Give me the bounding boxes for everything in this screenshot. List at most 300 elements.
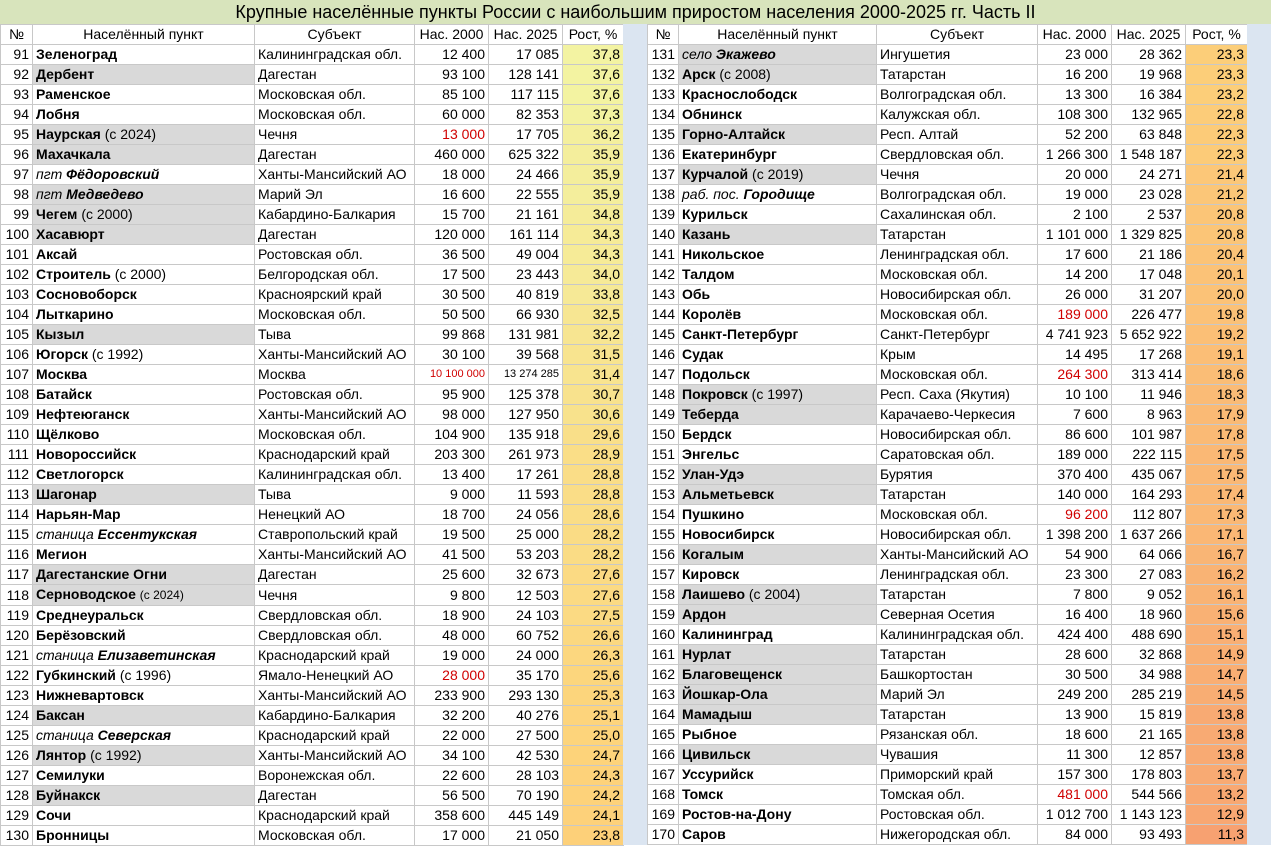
growth-percent: 34,3 bbox=[563, 245, 624, 265]
population-2000: 358 600 bbox=[415, 806, 489, 826]
growth-percent: 19,1 bbox=[1186, 345, 1248, 365]
settlement-name-text: Кировск bbox=[682, 566, 740, 582]
table-row bbox=[648, 285, 1248, 305]
settlement-name bbox=[33, 525, 255, 545]
settlement-name bbox=[679, 505, 877, 525]
row-number: 92 bbox=[1, 65, 33, 85]
row-number: 131 bbox=[648, 45, 679, 65]
settlement-name bbox=[679, 345, 877, 365]
settlement-name-text: Арск bbox=[682, 66, 716, 82]
subject: Новосибирская обл. bbox=[877, 285, 1038, 305]
settlement-name-text: Цивильск bbox=[682, 746, 751, 762]
population-2000: 424 400 bbox=[1038, 625, 1112, 645]
row-number: 110 bbox=[1, 425, 33, 445]
table-row bbox=[1, 686, 624, 706]
settlement-name bbox=[679, 445, 877, 465]
settlement-name bbox=[33, 545, 255, 565]
row-number: 164 bbox=[648, 705, 679, 725]
growth-percent: 37,3 bbox=[563, 105, 624, 125]
population-2000: 189 000 bbox=[1038, 305, 1112, 325]
subject: Москва bbox=[255, 365, 415, 385]
table-row bbox=[648, 825, 1248, 845]
table-row bbox=[1, 285, 624, 305]
growth-percent: 26,3 bbox=[563, 646, 624, 666]
settlement-name-text: Строитель bbox=[36, 266, 111, 282]
row-number: 96 bbox=[1, 145, 33, 165]
settlement-name-text: Сочи bbox=[36, 807, 72, 823]
table-row bbox=[648, 65, 1248, 85]
row-number: 117 bbox=[1, 565, 33, 585]
settlement-name bbox=[679, 385, 877, 405]
population-2000: 14 495 bbox=[1038, 345, 1112, 365]
population-2025: 226 477 bbox=[1112, 305, 1186, 325]
growth-percent: 17,5 bbox=[1186, 465, 1248, 485]
subject: Краснодарский край bbox=[255, 726, 415, 746]
population-2000: 16 200 bbox=[1038, 65, 1112, 85]
subject: Калининградская обл. bbox=[255, 45, 415, 65]
population-2025: 222 115 bbox=[1112, 445, 1186, 465]
settlement-name bbox=[33, 185, 255, 205]
growth-percent: 24,1 bbox=[563, 806, 624, 826]
settlement-name-text: Медведево bbox=[66, 186, 144, 202]
table-row bbox=[648, 625, 1248, 645]
settlement-name bbox=[679, 425, 877, 445]
row-number: 121 bbox=[1, 646, 33, 666]
settlement-name-text: Чегем bbox=[36, 206, 78, 222]
settlement-name-text: Бронницы bbox=[36, 827, 110, 843]
row-number: 91 bbox=[1, 45, 33, 65]
growth-percent: 22,3 bbox=[1186, 125, 1248, 145]
growth-percent: 25,0 bbox=[563, 726, 624, 746]
table-row bbox=[648, 745, 1248, 765]
table-row bbox=[1, 65, 624, 85]
table-row bbox=[648, 785, 1248, 805]
row-number: 116 bbox=[1, 545, 33, 565]
population-2000: 28 000 bbox=[415, 666, 489, 686]
growth-percent: 37,6 bbox=[563, 85, 624, 105]
settlement-name bbox=[679, 825, 877, 845]
row-number: 148 bbox=[648, 385, 679, 405]
growth-percent: 37,6 bbox=[563, 65, 624, 85]
row-number: 115 bbox=[1, 525, 33, 545]
settlement-name-text: Горно-Алтайск bbox=[682, 126, 786, 142]
population-2000: 104 900 bbox=[415, 425, 489, 445]
growth-percent: 20,8 bbox=[1186, 205, 1248, 225]
subject: Ханты-Мансийский АО bbox=[255, 746, 415, 766]
population-2025: 21 050 bbox=[489, 826, 563, 846]
table-row bbox=[648, 145, 1248, 165]
growth-percent: 19,2 bbox=[1186, 325, 1248, 345]
population-2025: 28 103 bbox=[489, 766, 563, 786]
settlement-name-text: Махачкала bbox=[36, 146, 111, 162]
population-2000: 50 500 bbox=[415, 305, 489, 325]
row-number: 137 bbox=[648, 165, 679, 185]
table-row bbox=[1, 145, 624, 165]
settlement-name-text: Томск bbox=[682, 786, 724, 802]
population-2025: 23 443 bbox=[489, 265, 563, 285]
row-number: 123 bbox=[1, 686, 33, 706]
settlement-name bbox=[679, 325, 877, 345]
population-2000: 203 300 bbox=[415, 445, 489, 465]
row-number: 93 bbox=[1, 85, 33, 105]
subject: Ростовская обл. bbox=[877, 805, 1038, 825]
growth-percent: 13,2 bbox=[1186, 785, 1248, 805]
growth-percent: 16,7 bbox=[1186, 545, 1248, 565]
table-left bbox=[0, 24, 624, 846]
settlement-name bbox=[33, 606, 255, 626]
settlement-name bbox=[33, 405, 255, 425]
population-2025: 34 988 bbox=[1112, 665, 1186, 685]
settlement-name bbox=[679, 545, 877, 565]
settlement-name-text: Нефтеюганск bbox=[36, 406, 130, 422]
settlement-name-text: Краснослободск bbox=[682, 86, 798, 102]
population-2000: 18 000 bbox=[415, 165, 489, 185]
population-2000: 11 300 bbox=[1038, 745, 1112, 765]
row-number: 157 bbox=[648, 565, 679, 585]
population-2000: 23 300 bbox=[1038, 565, 1112, 585]
settlement-name-text: Югорск bbox=[36, 346, 88, 362]
table-row bbox=[1, 626, 624, 646]
settlement-name bbox=[679, 585, 877, 605]
header-no: № bbox=[648, 25, 679, 45]
row-number: 134 bbox=[648, 105, 679, 125]
population-2025: 21 165 bbox=[1112, 725, 1186, 745]
table-row bbox=[648, 485, 1248, 505]
growth-percent: 35,9 bbox=[563, 185, 624, 205]
settlement-name-text: Кызыл bbox=[36, 326, 85, 342]
subject: Ленинградская обл. bbox=[877, 565, 1038, 585]
settlement-name-text: Уссурийск bbox=[682, 766, 754, 782]
subject: Московская обл. bbox=[877, 305, 1038, 325]
subject: Дагестан bbox=[255, 786, 415, 806]
settlement-name-text: Ессентукская bbox=[97, 526, 198, 542]
settlement-name-text: Экажево bbox=[715, 46, 776, 62]
population-2025: 35 170 bbox=[489, 666, 563, 686]
settlement-name-text: Хасавюрт bbox=[36, 226, 105, 242]
population-2000: 108 300 bbox=[1038, 105, 1112, 125]
growth-percent: 34,3 bbox=[563, 225, 624, 245]
settlement-name bbox=[679, 225, 877, 245]
growth-percent: 15,6 bbox=[1186, 605, 1248, 625]
population-2000: 12 400 bbox=[415, 45, 489, 65]
table-row bbox=[1, 786, 624, 806]
settlement-name bbox=[679, 525, 877, 545]
subject: Дагестан bbox=[255, 225, 415, 245]
row-number: 162 bbox=[648, 665, 679, 685]
settlement-name-text: Покровск bbox=[682, 386, 748, 402]
population-2000: 19 000 bbox=[1038, 185, 1112, 205]
table-row bbox=[648, 645, 1248, 665]
settlement-name-text: Губкинский bbox=[36, 667, 116, 683]
growth-percent: 16,1 bbox=[1186, 585, 1248, 605]
table-row bbox=[1, 565, 624, 585]
population-2025: 1 143 123 bbox=[1112, 805, 1186, 825]
population-2000: 13 000 bbox=[415, 125, 489, 145]
table-row bbox=[648, 705, 1248, 725]
population-2000: 99 868 bbox=[415, 325, 489, 345]
row-number: 140 bbox=[648, 225, 679, 245]
row-number: 98 bbox=[1, 185, 33, 205]
population-2025: 17 085 bbox=[489, 45, 563, 65]
population-2000: 19 000 bbox=[415, 646, 489, 666]
population-2000: 52 200 bbox=[1038, 125, 1112, 145]
settlement-name bbox=[33, 385, 255, 405]
settlement-name-text: Сосновоборск bbox=[36, 286, 137, 302]
row-number: 169 bbox=[648, 805, 679, 825]
settlement-name bbox=[33, 806, 255, 826]
subject: Ставропольский край bbox=[255, 525, 415, 545]
growth-percent: 22,3 bbox=[1186, 145, 1248, 165]
subject: Московская обл. bbox=[877, 365, 1038, 385]
growth-percent: 32,5 bbox=[563, 305, 624, 325]
growth-percent: 25,1 bbox=[563, 706, 624, 726]
settlement-prefix: станица bbox=[36, 727, 94, 743]
settlement-name bbox=[679, 45, 877, 65]
table-row bbox=[1, 365, 624, 385]
population-2000: 120 000 bbox=[415, 225, 489, 245]
population-2000: 1 101 000 bbox=[1038, 225, 1112, 245]
settlement-name bbox=[33, 445, 255, 465]
subject: Новосибирская обл. bbox=[877, 425, 1038, 445]
settlement-name-text: Обнинск bbox=[682, 106, 742, 122]
growth-percent: 28,8 bbox=[563, 485, 624, 505]
population-2025: 1 329 825 bbox=[1112, 225, 1186, 245]
table-row bbox=[1, 646, 624, 666]
subject: Тыва bbox=[255, 485, 415, 505]
settlement-name bbox=[679, 405, 877, 425]
growth-percent: 34,0 bbox=[563, 265, 624, 285]
subject: Ханты-Мансийский АО bbox=[255, 165, 415, 185]
table-row bbox=[648, 765, 1248, 785]
population-2025: 19 968 bbox=[1112, 65, 1186, 85]
growth-percent: 16,2 bbox=[1186, 565, 1248, 585]
growth-percent: 27,6 bbox=[563, 585, 624, 606]
population-2025: 1 637 266 bbox=[1112, 525, 1186, 545]
settlement-name bbox=[679, 805, 877, 825]
subject: Красноярский край bbox=[255, 285, 415, 305]
subject: Ростовская обл. bbox=[255, 385, 415, 405]
settlement-name bbox=[33, 345, 255, 365]
subject: Ленинградская обл. bbox=[877, 245, 1038, 265]
table-row bbox=[648, 385, 1248, 405]
row-number: 105 bbox=[1, 325, 33, 345]
subject: Московская обл. bbox=[255, 826, 415, 846]
settlement-name bbox=[33, 706, 255, 726]
row-number: 119 bbox=[1, 606, 33, 626]
table-row bbox=[648, 245, 1248, 265]
population-2000: 249 200 bbox=[1038, 685, 1112, 705]
growth-percent: 17,8 bbox=[1186, 425, 1248, 445]
settlement-name-text: Казань bbox=[682, 226, 731, 242]
population-2000: 13 300 bbox=[1038, 85, 1112, 105]
population-2000: 460 000 bbox=[415, 145, 489, 165]
table-row bbox=[1, 525, 624, 545]
table-right bbox=[647, 24, 1248, 845]
subject: Волгоградская обл. bbox=[877, 185, 1038, 205]
population-2000: 13 900 bbox=[1038, 705, 1112, 725]
population-2025: 8 963 bbox=[1112, 405, 1186, 425]
settlement-name bbox=[33, 465, 255, 485]
settlement-since: (с 1996) bbox=[119, 667, 172, 683]
settlement-since: (с 1992) bbox=[91, 346, 144, 362]
settlement-since: (с 2000) bbox=[81, 206, 133, 222]
growth-percent: 34,8 bbox=[563, 205, 624, 225]
growth-percent: 28,9 bbox=[563, 445, 624, 465]
population-2000: 23 000 bbox=[1038, 45, 1112, 65]
settlement-name-text: Курильск bbox=[682, 206, 748, 222]
growth-percent: 23,3 bbox=[1186, 45, 1248, 65]
growth-percent: 21,4 bbox=[1186, 165, 1248, 185]
settlement-name bbox=[33, 105, 255, 125]
subject: Татарстан bbox=[877, 485, 1038, 505]
subject: Крым bbox=[877, 345, 1038, 365]
settlement-name-text: Талдом bbox=[682, 266, 735, 282]
population-2000: 30 500 bbox=[1038, 665, 1112, 685]
row-number: 126 bbox=[1, 746, 33, 766]
table-row bbox=[1, 465, 624, 485]
settlement-name bbox=[33, 686, 255, 706]
table-row bbox=[1, 45, 624, 65]
growth-percent: 37,8 bbox=[563, 45, 624, 65]
population-2000: 15 700 bbox=[415, 205, 489, 225]
population-2025: 60 752 bbox=[489, 626, 563, 646]
population-2000: 22 600 bbox=[415, 766, 489, 786]
settlement-prefix: село bbox=[682, 46, 713, 62]
population-2025: 24 466 bbox=[489, 165, 563, 185]
table-row bbox=[648, 565, 1248, 585]
subject: Московская обл. bbox=[255, 85, 415, 105]
settlement-prefix: пгт bbox=[36, 166, 63, 182]
settlement-name-text: Щёлково bbox=[36, 426, 100, 442]
row-number: 108 bbox=[1, 385, 33, 405]
settlement-prefix: станица bbox=[36, 526, 94, 542]
subject: Белгородская обл. bbox=[255, 265, 415, 285]
population-2000: 189 000 bbox=[1038, 445, 1112, 465]
table-row bbox=[1, 345, 624, 365]
table-row bbox=[648, 605, 1248, 625]
population-2025: 293 130 bbox=[489, 686, 563, 706]
table-row bbox=[648, 165, 1248, 185]
population-2025: 127 950 bbox=[489, 405, 563, 425]
population-2025: 15 819 bbox=[1112, 705, 1186, 725]
column-separator bbox=[623, 24, 647, 845]
settlement-name-text: Судак bbox=[682, 346, 724, 362]
settlement-name-text: Новороссийск bbox=[36, 446, 137, 462]
settlement-name-text: Екатеринбург bbox=[682, 146, 777, 162]
subject: Приморский край bbox=[877, 765, 1038, 785]
row-number: 154 bbox=[648, 505, 679, 525]
subject: Татарстан bbox=[877, 225, 1038, 245]
header-subject: Субъект bbox=[877, 25, 1038, 45]
settlement-name bbox=[33, 666, 255, 686]
settlement-name bbox=[33, 165, 255, 185]
population-2025: 82 353 bbox=[489, 105, 563, 125]
table-row bbox=[1, 746, 624, 766]
settlement-name-text: Москва bbox=[36, 366, 88, 382]
population-2000: 95 900 bbox=[415, 385, 489, 405]
growth-percent: 13,8 bbox=[1186, 725, 1248, 745]
settlement-name-text: Ростов-на-Дону bbox=[682, 806, 792, 822]
row-number: 129 bbox=[1, 806, 33, 826]
population-2000: 140 000 bbox=[1038, 485, 1112, 505]
settlement-since: (с 2000) bbox=[114, 266, 167, 282]
row-number: 128 bbox=[1, 786, 33, 806]
growth-percent: 12,9 bbox=[1186, 805, 1248, 825]
settlement-name bbox=[33, 746, 255, 766]
table-row bbox=[1, 245, 624, 265]
growth-percent: 23,8 bbox=[563, 826, 624, 846]
settlement-name bbox=[679, 145, 877, 165]
population-2025: 64 066 bbox=[1112, 545, 1186, 565]
row-number: 144 bbox=[648, 305, 679, 325]
row-number: 156 bbox=[648, 545, 679, 565]
growth-percent: 28,6 bbox=[563, 505, 624, 525]
population-2025: 178 803 bbox=[1112, 765, 1186, 785]
subject: Краснодарский край bbox=[255, 445, 415, 465]
population-2025: 25 000 bbox=[489, 525, 563, 545]
header-pop2000: Нас. 2000 bbox=[1038, 25, 1112, 45]
table-row bbox=[1, 826, 624, 846]
subject: Бурятия bbox=[877, 465, 1038, 485]
row-number: 100 bbox=[1, 225, 33, 245]
population-2000: 17 500 bbox=[415, 265, 489, 285]
growth-percent: 13,8 bbox=[1186, 705, 1248, 725]
settlement-name bbox=[679, 625, 877, 645]
table-row bbox=[648, 325, 1248, 345]
population-2025: 24 056 bbox=[489, 505, 563, 525]
subject: Северная Осетия bbox=[877, 605, 1038, 625]
population-2000: 41 500 bbox=[415, 545, 489, 565]
settlement-name bbox=[33, 205, 255, 225]
population-2000: 25 600 bbox=[415, 565, 489, 585]
settlement-name bbox=[33, 365, 255, 385]
growth-percent: 30,6 bbox=[563, 405, 624, 425]
settlement-name-text: Серноводское bbox=[36, 586, 136, 602]
table-row bbox=[1, 726, 624, 746]
growth-percent: 17,3 bbox=[1186, 505, 1248, 525]
table-row bbox=[1, 606, 624, 626]
settlement-name-text: Мегион bbox=[36, 546, 87, 562]
settlement-name-text: Лыткарино bbox=[36, 306, 114, 322]
row-number: 145 bbox=[648, 325, 679, 345]
table-row bbox=[648, 365, 1248, 385]
population-2025: 12 857 bbox=[1112, 745, 1186, 765]
row-number: 138 bbox=[648, 185, 679, 205]
population-2025: 32 673 bbox=[489, 565, 563, 585]
population-2025: 125 378 bbox=[489, 385, 563, 405]
population-2025: 625 322 bbox=[489, 145, 563, 165]
population-2000: 54 900 bbox=[1038, 545, 1112, 565]
settlement-name-text: Теберда bbox=[682, 406, 739, 422]
row-number: 106 bbox=[1, 345, 33, 365]
growth-percent: 17,5 bbox=[1186, 445, 1248, 465]
population-2000: 10 100 000 bbox=[415, 365, 489, 385]
row-number: 136 bbox=[648, 145, 679, 165]
population-2025: 27 083 bbox=[1112, 565, 1186, 585]
population-2000: 18 700 bbox=[415, 505, 489, 525]
table-row bbox=[648, 185, 1248, 205]
settlement-name-text: Среднеуральск bbox=[36, 607, 144, 623]
settlement-since: (с 1992) bbox=[90, 747, 142, 763]
population-2025: 445 149 bbox=[489, 806, 563, 826]
population-2000: 4 741 923 bbox=[1038, 325, 1112, 345]
growth-percent: 13,8 bbox=[1186, 745, 1248, 765]
subject: Кабардино-Балкария bbox=[255, 205, 415, 225]
table-row bbox=[648, 545, 1248, 565]
population-2025: 16 384 bbox=[1112, 85, 1186, 105]
table-row bbox=[648, 125, 1248, 145]
settlement-name bbox=[679, 645, 877, 665]
